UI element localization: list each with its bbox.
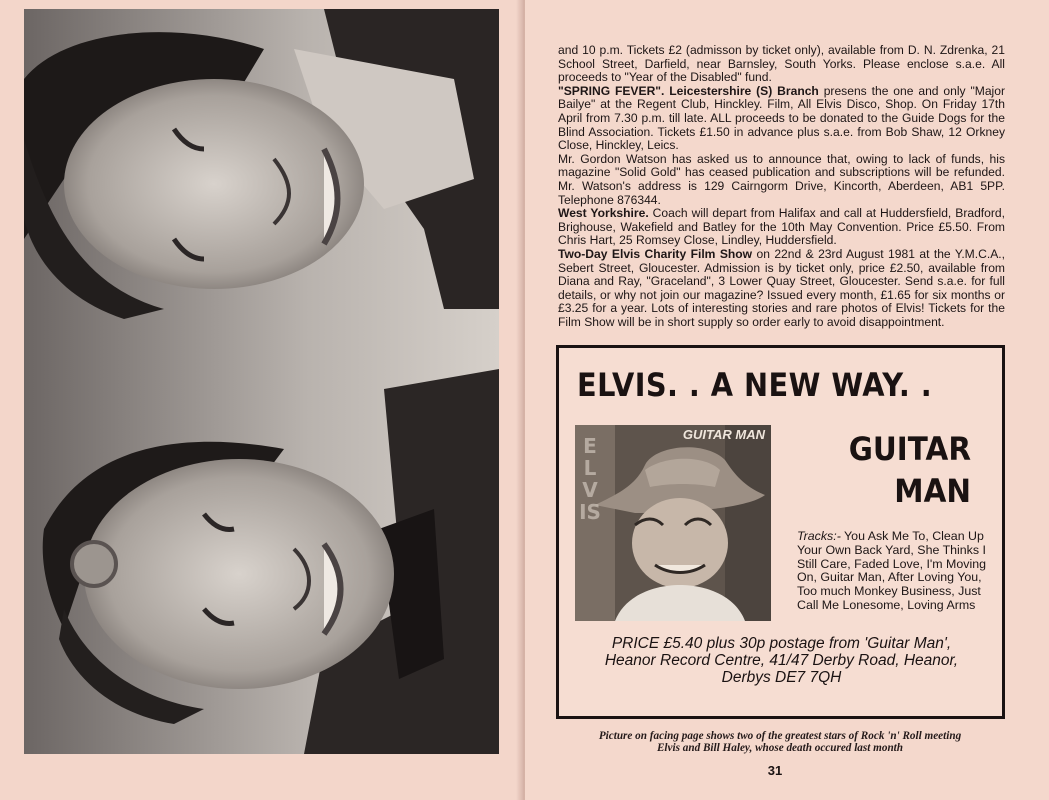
paragraph-heading: West Yorkshire. bbox=[558, 206, 649, 221]
elvis-and-bill-haley-photo bbox=[24, 9, 499, 754]
album-sleeve-image bbox=[575, 425, 771, 621]
article-paragraph bbox=[558, 248, 1005, 330]
photo-caption bbox=[556, 731, 1004, 754]
price-line: PRICE £5.40 plus 30p postage from 'Guitar Man', bbox=[611, 635, 952, 652]
album-title-line: MAN bbox=[894, 472, 971, 510]
paragraph-heading: "SPRING FEVER". Leicestershire (S) Branch bbox=[558, 83, 819, 98]
price-line: Heanor Record Centre, 41/47 Derby Road, Heanor, bbox=[604, 652, 959, 669]
article-paragraph: and 10 p.m. Tickets £2 (admisson by ticket only), available from D. N. Zdrenka, 21 School Street, Darfield, near Barnsley, South Yorks. Please enclose s.a.e. All proceeds to "Year of the Disabled" fund. bbox=[558, 43, 1005, 85]
caption-line: Picture on facing page shows two of the greatest stars of Rock 'n' Roll meeting bbox=[598, 730, 962, 742]
paragraph-body: Coach will depart from Halifax and call at Huddersfield, Bradford, Brighouse, Wakefield and Batley for the 10th May Convention. Price £5.50. From Chris Hart, 25 Romsey Close, Lindley, Huddersfield. bbox=[558, 206, 1005, 248]
guitar-man-advertisement bbox=[556, 345, 1005, 719]
news-article bbox=[558, 44, 1005, 329]
paragraph-body: on 22nd & 23rd August 1981 at the Y.M.C.A., Sebert Street, Gloucester. Admission is by ticket only, price £2.50, available from Diana and Ray, "Graceland", 3 Lower Quay Street, Gloucester. Send s.a.e. for full details, or why not join our magazine? Issued every month, £1.65 for six months or £3.25 for a year. Lots of interesting stories and rare photos of Elvis! Tickets for the Film Show will be in short supply so order early to avoid disappointment. bbox=[558, 246, 1006, 329]
paragraph-body: presens the one and only "Major Bailye" at the Regent Club, Hinckley. Film, All Elvis Disco, Shop. On Friday 17th April from 7.30 p.m. till late. ALL proceeds to be donated to the Guide Dogs for the Blind Association. Tickets £1.50 in advance plus s.a.e. from Bob Shaw, 12 Orkney Close, Hinckley, Leics. bbox=[558, 83, 1005, 153]
page-number: 31 bbox=[767, 763, 783, 778]
price-line: Derbys DE7 7QH bbox=[721, 669, 842, 686]
paragraph-heading: Two-Day Elvis Charity Film Show bbox=[558, 246, 753, 261]
left-page bbox=[0, 0, 523, 800]
tracks-text: You Ask Me To, Clean Up Your Own Back Yard, She Thinks I Still Care, Faded Love, I'm Moving On, Guitar Man, After Loving You, Too much Monkey Business, Just Call Me Lonesome, Loving Arms bbox=[797, 529, 986, 612]
sleeve-title-text: GUITAR MAN bbox=[682, 427, 765, 442]
track-list bbox=[797, 530, 997, 613]
article-paragraph bbox=[558, 85, 1005, 153]
article-paragraph: Mr. Gordon Watson has asked us to announce that, owing to lack of funds, his magazine "Solid Gold" has ceased publication and subscriptions will be refunded. Mr. Watson's address is 129 Cairngorm Drive, Kincorth, Aberdeen, AB1 5PP. Telephone 876344. bbox=[558, 151, 1005, 207]
tracks-label: Tracks:- bbox=[797, 529, 841, 543]
article-paragraph bbox=[558, 207, 1005, 248]
sleeve-artist-text: ELVIS bbox=[579, 434, 601, 524]
caption-line: Elvis and Bill Haley, whose death occured last month bbox=[656, 741, 904, 754]
ad-headline: ELVIS. . A NEW WAY. . bbox=[577, 366, 933, 404]
album-title-line: GUITAR bbox=[848, 430, 971, 468]
price-and-address bbox=[569, 635, 994, 686]
album-title bbox=[833, 428, 971, 512]
